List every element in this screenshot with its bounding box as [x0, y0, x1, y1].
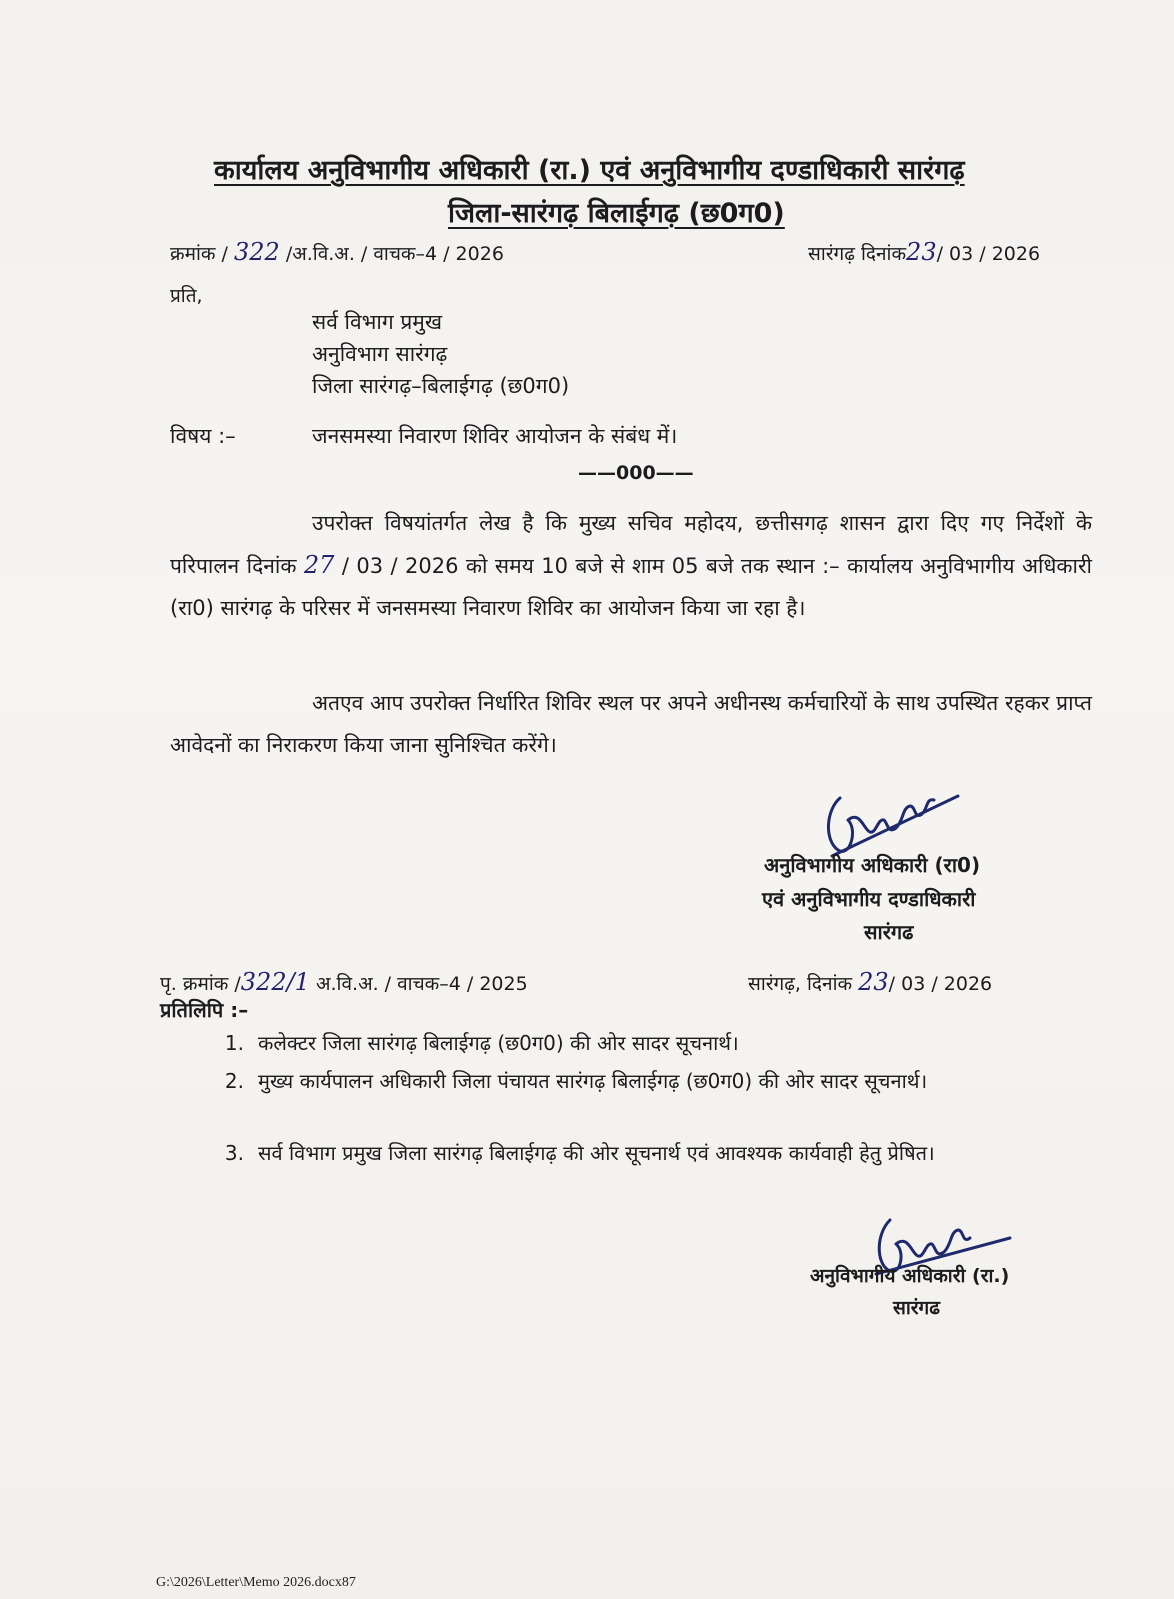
copy-date-prefix: सारंगढ़, दिनांक: [748, 973, 853, 995]
copy-reference-number: [160, 968, 528, 996]
copy-date-handwritten-day: 23: [858, 968, 889, 996]
signature-2-line-2: सारंगढ: [893, 1297, 940, 1319]
addressee-line-2: अनुविभाग सारंगढ़: [312, 342, 448, 366]
file-path-footer: G:\2026\Letter\Memo 2026.docx87: [156, 1575, 356, 1590]
reference-date: [808, 238, 1040, 266]
body-paragraph-1: [170, 502, 1092, 629]
reference-suffix: /अ.वि.अ. / वाचक–4 / 2026: [285, 243, 504, 265]
date-handwritten-day: 23: [906, 238, 937, 266]
addressee-line-1: सर्व विभाग प्रमुख: [312, 310, 443, 334]
copy-reference-date: [748, 968, 992, 996]
signature-1-line-1: अनुविभागीय अधिकारी (रा0): [764, 853, 981, 877]
copy-list-number: 2.: [224, 1069, 244, 1093]
body-paragraph-2: अतएव आप उपरोक्त निर्धारित शिविर स्थल पर अपने अधीनस्थ कर्मचारियों के साथ उपस्थित रहकर प्राप्त आवेदनों का निराकरण किया जाना सुनिश्चित करेंगे।: [170, 691, 1092, 757]
subject-label: विषय :–: [170, 424, 236, 448]
copy-reference-suffix: अ.वि.अ. / वाचक–4 / 2025: [309, 973, 528, 995]
date-prefix: सारंगढ़ दिनांक: [808, 243, 907, 265]
paragraph-1-part-a: उपरोक्त विषयांतर्गत लेख है कि मुख्य सचिव महोदय, छत्तीसगढ़ शासन द्वारा दिए गए निर्देशों के परिपालन दिनांक: [170, 511, 1092, 578]
copy-reference-handwritten-number: 322/1: [240, 968, 310, 996]
letterhead-line-2: जिला-सारंगढ़ बिलाईगढ़ (छ0ग0): [448, 198, 785, 229]
copy-list-number: 3.: [224, 1141, 244, 1165]
paragraph-1-handwritten-date: 27: [303, 551, 335, 579]
signature-1-line-2: एवं अनुविभागीय दण्डाधिकारी: [762, 887, 976, 911]
reference-handwritten-number: 322: [233, 238, 280, 266]
copy-reference-prefix: पृ. क्रमांक /: [160, 973, 241, 995]
reference-prefix: क्रमांक /: [170, 243, 228, 265]
copy-label: प्रतिलिपि :–: [160, 998, 249, 1022]
prati-label: प्रति,: [170, 285, 203, 307]
letterhead-line-1: कार्यालय अनुविभागीय अधिकारी (रा.) एवं अनुविभागीय दण्डाधिकारी सारंगढ़: [214, 155, 965, 186]
copy-list-text: कलेक्टर जिला सारंगढ़ बिलाईगढ़ (छ0ग0) की ओर सादर सूचनार्थ।: [258, 1031, 739, 1055]
date-suffix: / 03 / 2026: [936, 243, 1041, 265]
subject-text: जनसमस्या निवारण शिविर आयोजन के संबंध में।: [312, 424, 678, 448]
subject-divider: ——000——: [578, 462, 694, 484]
reference-number: [170, 238, 504, 266]
copy-date-suffix: / 03 / 2026: [888, 973, 993, 995]
addressee-line-3: जिला सारंगढ़–बिलाईगढ़ (छ0ग0): [312, 374, 570, 398]
copy-list-number: 1.: [224, 1031, 244, 1055]
signature-2-line-1: अनुविभागीय अधिकारी (रा.): [810, 1265, 1010, 1287]
paragraph-1-part-b: / 03 / 2026 को समय 10 बजे से शाम 05 बजे तक स्थान :– कार्यालय अनुविभागीय अधिकारी (रा0) सारंगढ़ के परिसर में जनसमस्या निवारण शिविर का आयोजन किया जा रहा है।: [170, 554, 1092, 620]
copy-list-text: सर्व विभाग प्रमुख जिला सारंगढ़ बिलाईगढ़ की ओर सूचनार्थ एवं आवश्यक कार्यवाही हेतु प्रेषित।: [258, 1141, 935, 1165]
copy-list-text: मुख्य कार्यपालन अधिकारी जिला पंचायत सारंगढ़ बिलाईगढ़ (छ0ग0) की ओर सादर सूचनार्थ।: [258, 1069, 928, 1093]
signature-1-line-3: सारंगढ: [864, 920, 914, 944]
